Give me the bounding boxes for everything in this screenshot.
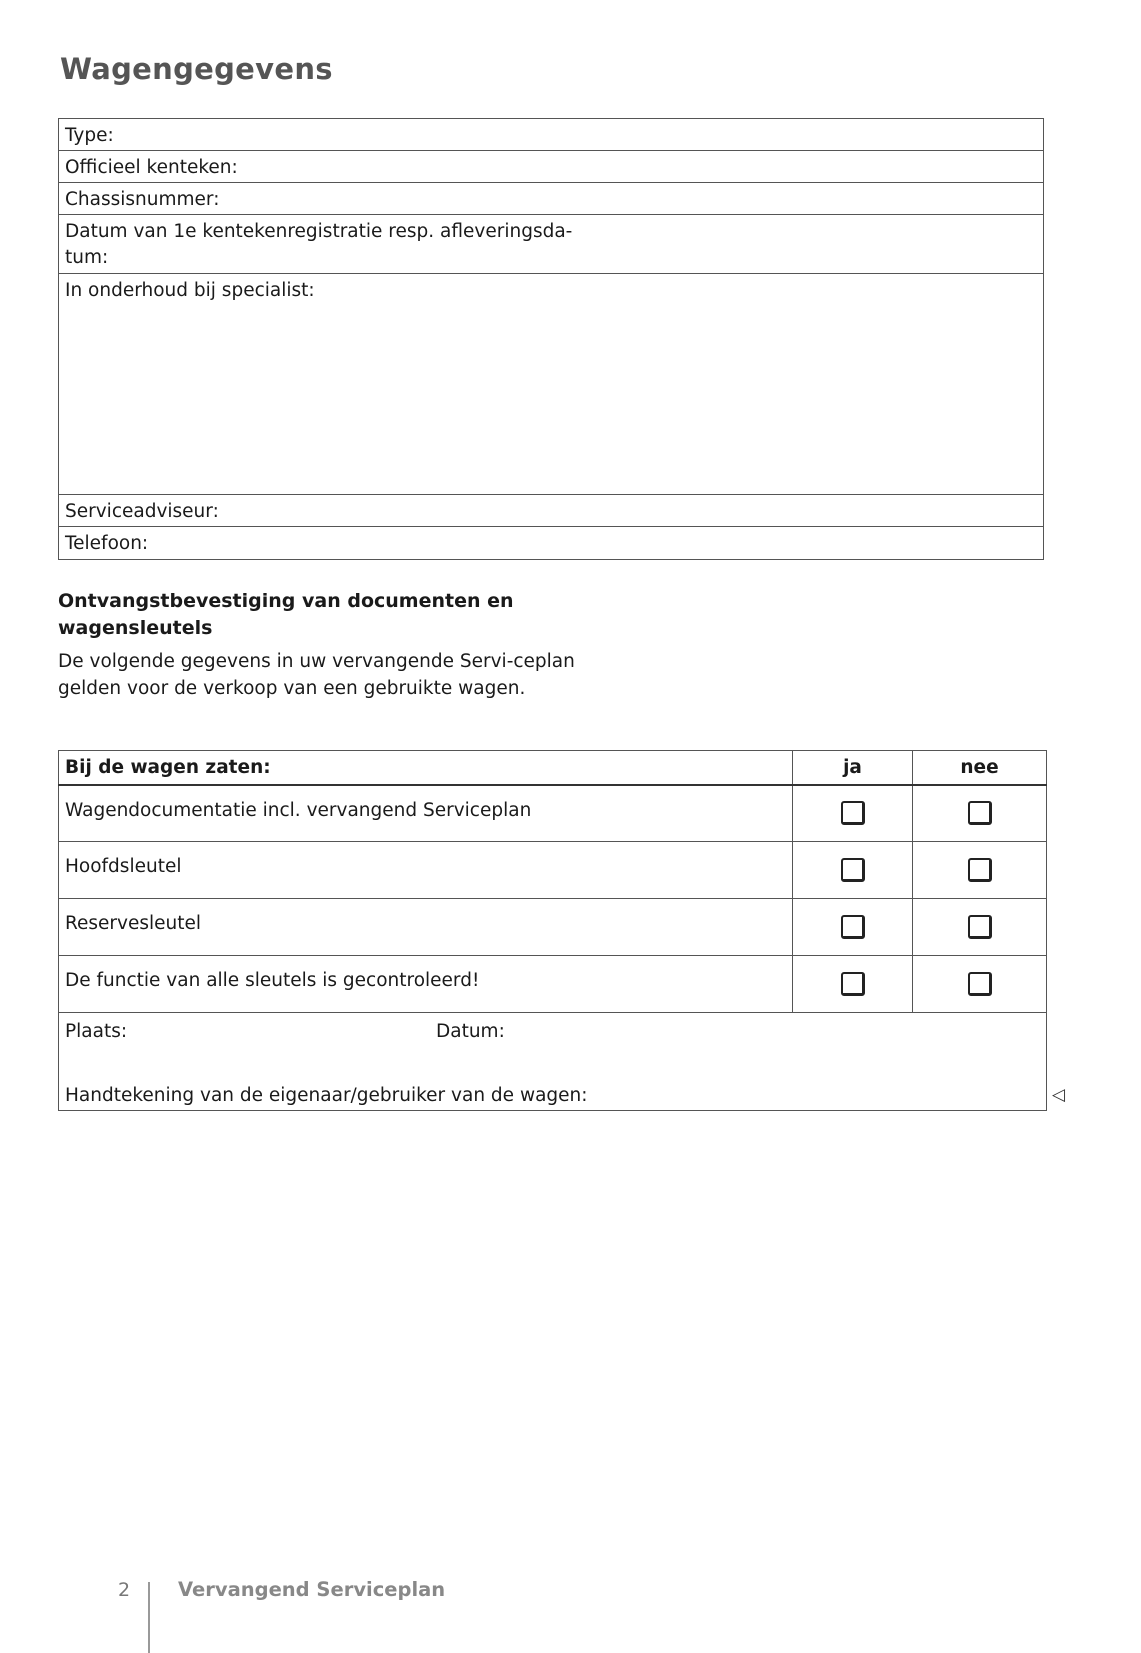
vehicle-data-table <box>58 118 1044 560</box>
col-ja: ja <box>793 751 913 785</box>
checklist-table <box>58 750 1047 1111</box>
continue-arrow-icon: ◁ <box>1052 1085 1066 1105</box>
table-row <box>59 899 1047 956</box>
table-row <box>59 842 1047 899</box>
plaats-label: Plaats: <box>65 1021 128 1042</box>
checklist-header: Bij de wagen zaten: <box>59 751 793 785</box>
checkbox-ja[interactable] <box>841 858 865 882</box>
footer-divider <box>148 1582 150 1653</box>
col-nee: nee <box>913 751 1047 785</box>
receipt-paragraph: De volgende gegevens in uw vervangende Servi-ceplan gelden voor de verkoop van een gebruikte wagen. <box>58 651 575 699</box>
datum-label: Datum: <box>436 1021 505 1042</box>
item-label: Wagendocumentatie incl. vervangend Serviceplan <box>59 785 793 842</box>
page-title: Wagengegevens <box>60 52 333 86</box>
item-label: De functie van alle sleutels is gecontroleerd! <box>59 956 793 1013</box>
field-chassisnummer[interactable]: Chassisnummer: <box>59 183 1043 215</box>
field-onderhoud-specialist[interactable]: In onderhoud bij specialist: <box>59 274 1043 495</box>
field-registratiedatum-label: Datum van 1e kentekenregistratie resp. afleveringsda-tum: <box>65 221 573 268</box>
checkbox-nee[interactable] <box>968 972 992 996</box>
checkbox-nee[interactable] <box>968 858 992 882</box>
signature-label: Handtekening van de eigenaar/gebruiker van de wagen: <box>65 1085 588 1106</box>
field-kenteken[interactable]: Officieel kenteken: <box>59 151 1043 183</box>
receipt-heading: Ontvangstbevestiging van documenten en wagensleutels <box>58 590 514 639</box>
table-row <box>59 956 1047 1013</box>
item-label: Hoofdsleutel <box>59 842 793 899</box>
field-telefoon[interactable]: Telefoon: <box>65 533 149 554</box>
field-serviceadviseur[interactable]: Serviceadviseur: <box>59 495 1043 527</box>
signature-cell[interactable] <box>59 1013 1047 1111</box>
page-number: 2 <box>118 1579 131 1601</box>
checkbox-ja[interactable] <box>841 972 865 996</box>
table-row <box>59 785 1047 842</box>
checkbox-ja[interactable] <box>841 915 865 939</box>
field-type[interactable]: Type: <box>59 119 1043 151</box>
field-registratiedatum[interactable] <box>59 215 1043 274</box>
signature-row <box>59 1013 1047 1111</box>
checkbox-nee[interactable] <box>968 915 992 939</box>
item-label: Reservesleutel <box>59 899 793 956</box>
footer-section-title: Vervangend Serviceplan <box>178 1578 446 1601</box>
checklist-header-row <box>59 751 1047 785</box>
checkbox-nee[interactable] <box>968 801 992 825</box>
checkbox-ja[interactable] <box>841 801 865 825</box>
